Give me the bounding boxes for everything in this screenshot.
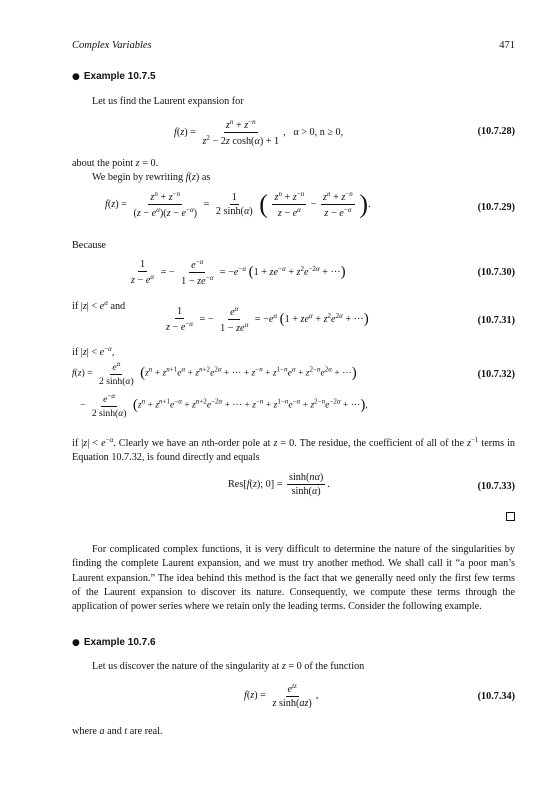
equation-number: (10.7.29) [477,202,515,213]
equation-10-7-29 [72,190,515,224]
running-title: Complex Variables [72,40,152,51]
equation-number: (10.7.30) [477,267,515,278]
about-point-line: about the point z = 0. [72,158,159,169]
residue-paragraph: if $|z| < e^{-\alpha}$. Clearly we have an nth-order pole at z = 0. The residue, the coefficient of all of the $z^{-1}$ terms in Equation 10.7.32, is found directly and equals [72,436,516,464]
example-heading [72,71,156,82]
because-line: Because [72,240,106,251]
example-title: Example 10.7.6 [83,637,156,648]
equation-body: f(z) = $\frac{z^n + z^{-n}}{z^2 - 2z \cosh(\alpha) + 1}$ , α > 0, n ≥ 0, [174,118,344,147]
condition-line-2: if $|z| < e^{-\alpha}$, [72,345,115,358]
example-title: Example 10.7.5 [83,71,156,82]
equation-body: f(z) = $\frac{z^n + z^{-n}}{(z - e^\alpha)(z - e^{-\alpha})}$ = $\frac{1}{2 \sinh(\alpha)}$ ( $\frac{z^n + z^{-n}}{z - e^\alpha}$ − $\frac{z^n + z^{-n}}{z - e^{-\alpha}}$ ). [105,189,371,219]
equation-10-7-31 [72,305,515,335]
equation-10-7-33 [72,472,515,502]
example-heading [72,637,156,648]
equation-body: Res[f(z); 0] = $\frac{\sinh(n\alpha)}{\sinh(\alpha)}$ . [228,472,330,497]
bullet-icon: ● [72,71,80,82]
equation-number: (10.7.28) [477,126,515,137]
qed-square-icon [506,512,515,521]
condition-line-1: if $|z| < e^\alpha$ and [72,299,126,312]
equation-conditions: α > 0, n ≥ 0, [293,126,344,138]
equation-number: (10.7.34) [477,691,515,702]
page-header [72,40,515,54]
bullet-icon: ● [72,637,80,648]
equation-body-line-2: − $\frac{e^{-\alpha}}{2 \sinh(\alpha)}$ ($z^n + z^{n+1}e^{-\alpha} + z^{n+2}e^{-2\alpha}$ + ··· + $z^{-n} + z^{1-n}e^{-\alpha} + z^{2-n}e^{-2\alpha}$ + ···), [80,392,368,419]
equation-number: (10.7.31) [477,315,515,326]
page-number: 471 [499,40,515,51]
equation-body: $\frac{1}{z - e^{-\alpha}}$ = − $\frac{e^\alpha}{1 - ze^\alpha}$ = $-e^\alpha$ ($1 + ze^\alpha + z^2e^{2\alpha}$ + ···) [166,305,369,334]
closing-line: where a and t are real. [72,726,163,737]
equation-body-line-1: f(z) = $\frac{e^\alpha}{2 \sinh(\alpha)}$ ($z^n + z^{n+1}e^\alpha + z^{n+2}e^{2\alpha}$ + ··· + $z^{-n} + z^{1-n}e^\alpha + z^{2-n}e^{2\alpha}$ + ···) [72,360,357,387]
example-intro: Let us discover the nature of the singularity at z = 0 of the function [92,661,365,672]
poor-mans-laurent-paragraph: For complicated complex functions, it is very difficult to determine the nature of the singularities by finding the complete Laurent expansion, and we must try another method. We shall call it “a poor man’s Laurent expansion.” The idea behind this method is the fact that we generally need only the first few terms of the Laurent expansion to discover its nature. Consequently, we compute these terms through the application of power series where we retain only the leading terms. Consider the following example. [72,544,515,613]
rewrite-line: We begin by rewriting f(z) as [92,172,211,183]
example-intro: Let us find the Laurent expansion for [92,96,244,107]
equation-body: f(z) = $\frac{e^{tz}}{\text{z sinh(az)}}$ , [244,682,319,709]
equation-number: (10.7.32) [477,369,515,380]
equation-number: (10.7.33) [477,481,515,492]
equation-10-7-30 [72,258,515,288]
equation-body: $\frac{1}{z - e^\alpha}$ = − $\frac{e^{-\alpha}}{1 - ze^{-\alpha}}$ = $-e^{-\alpha}$ ($1 + ze^{-\alpha} + z^2e^{-2\alpha}$ + ···) [131,258,346,287]
equation-10-7-32 [72,360,515,426]
equation-10-7-28 [72,118,515,148]
equation-10-7-34 [72,682,515,714]
